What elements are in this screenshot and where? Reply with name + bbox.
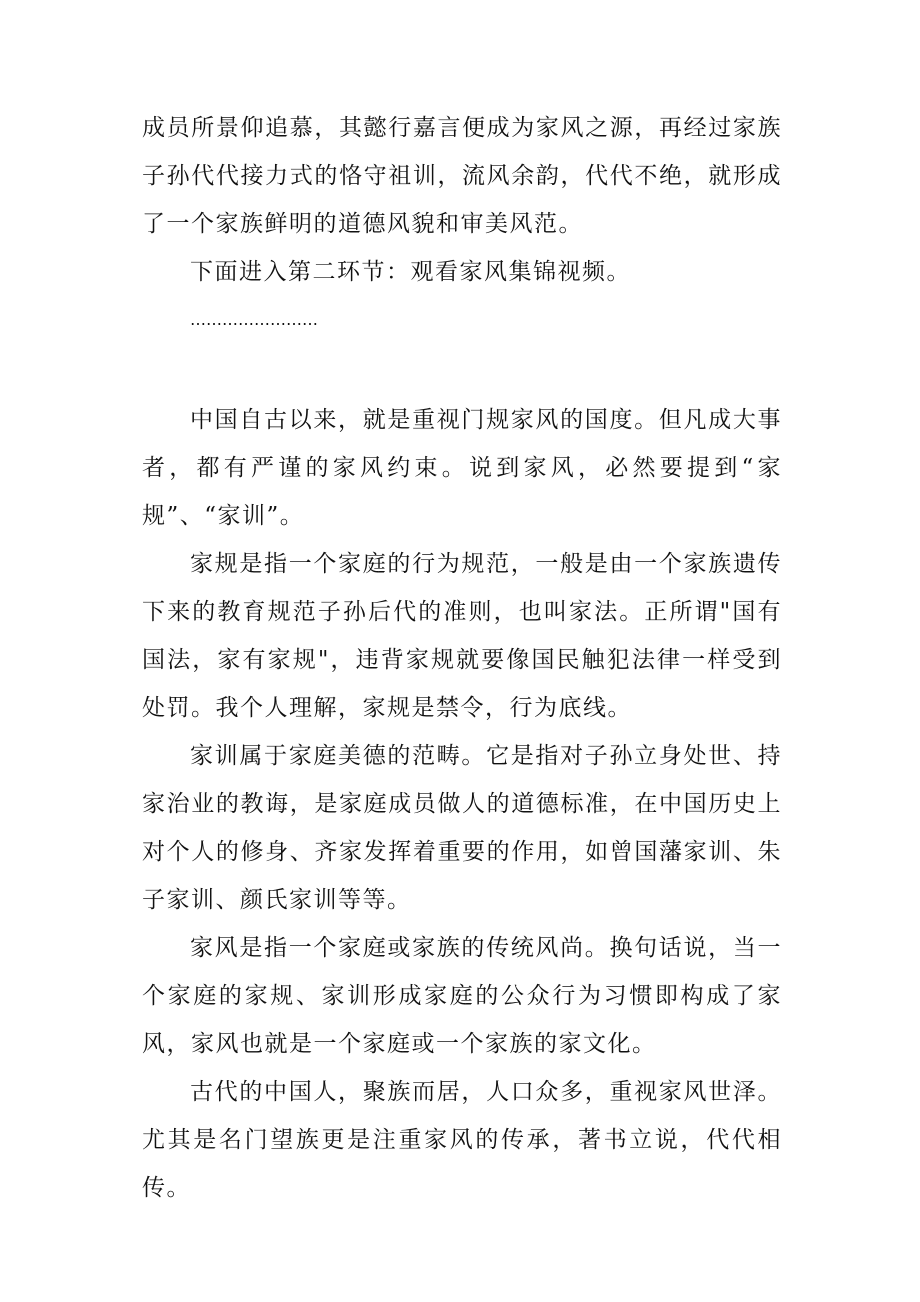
paragraph-next-step: 下面进入第二环节：观看家风集锦视频。 — [190, 259, 631, 285]
paragraph-continuation: 成员所景仰追慕，其懿行嘉言便成为家风之源，再经过家族子孙代代接力式的恪守祖训，流风余韵，代代不绝，就形成了一个家族鲜明的道德风貌和审美风范。 — [142, 115, 782, 237]
ellipsis-separator: …………………… — [190, 310, 318, 329]
paragraph-ancient: 古代的中国人，聚族而居，人口众多，重视家风世泽。尤其是名门望族更是注重家风的传承，著书立说，代代相传。 — [142, 1079, 782, 1201]
paragraph-jiafeng: 家风是指一个家庭或家族的传统风尚。换句话说，当一个家庭的家规、家训形成家庭的公众行为习惯即构成了家风，家风也就是一个家庭或一个家族的家文化。 — [142, 935, 782, 1057]
top-section — [142, 104, 782, 344]
paragraph-intro: 中国自古以来，就是重视门规家风的国度。但凡成大事者，都有严谨的家风约束。说到家风，必然要提到“家规”、“家训”。 — [142, 407, 782, 529]
main-section — [142, 396, 782, 1212]
paragraph-jiagui: 家规是指一个家庭的行为规范，一般是由一个家族遗传下来的教育规范子孙后代的准则，也叫家法。正所谓"国有国法，家有家规"，违背家规就要像国民触犯法律一样受到处罚。我个人理解，家规是禁令，行为底线。 — [142, 551, 782, 721]
paragraph-jiaxun: 家训属于家庭美德的范畴。它是指对子孙立身处世、持家治业的教诲，是家庭成员做人的道德标准，在中国历史上对个人的修身、齐家发挥着重要的作用，如曾国藩家训、朱子家训、颜氏家训等等。 — [142, 743, 782, 913]
